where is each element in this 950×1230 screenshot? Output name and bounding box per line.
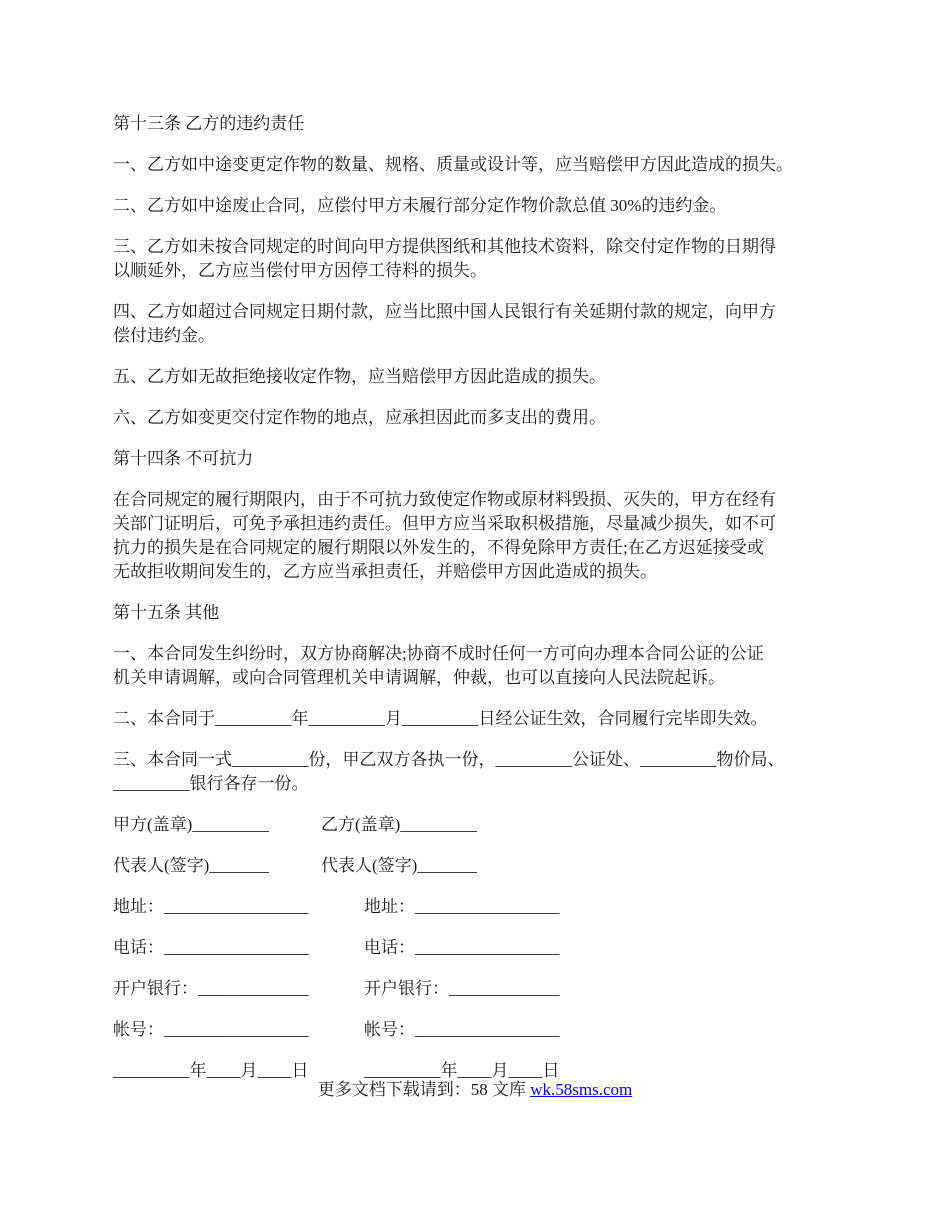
article-15-clause-3: 三、本合同一式_________份，甲乙双方各执一份，_________公证处、_________物价局、 _________银行各存一份。	[113, 750, 785, 793]
party-b-bank-field: 开户银行：_____________	[364, 979, 560, 998]
party-b-seal-field: 乙方(盖章)_________	[321, 815, 477, 834]
party-b-date-field: _________年____月____日	[364, 1061, 560, 1080]
article-13-clause-5: 五、乙方如无故拒绝接收定作物，应当赔偿甲方因此造成的损失。	[113, 367, 606, 386]
party-a-seal-field: 甲方(盖章)_________	[113, 815, 269, 834]
article-13-clause-3: 三、乙方如未按合同规定的时间向甲方提供图纸和其他技术资料，除交付定作物的日期得 以顺延外，乙方应当偿付甲方因停工待料的损失。	[113, 237, 776, 280]
signature-row-account	[113, 1018, 853, 1042]
signature-row-party-seal	[113, 813, 853, 837]
party-a-representative-field: 代表人(签字)_______	[113, 856, 269, 875]
party-a-bank-field: 开户银行：_____________	[113, 979, 309, 998]
article-14-body: 在合同规定的履行期限内，由于不可抗力致使定作物或原材料毁损、灭失的，甲方在经有 关部门证明后，可免予承担违约责任。但甲方应当采取积极措施，尽量减少损失，如不可 抗力的损失是在合同规定的履行期限以外发生的，不得免除甲方责任;在乙方迟延接受或 无故拒收期间发生的，乙方应当承担责任，并赔偿甲方因此造成的损失。	[113, 490, 776, 581]
signature-row-bank	[113, 977, 853, 1001]
party-b-phone-field: 电话：_________________	[364, 938, 560, 957]
article-13-clause-4: 四、乙方如超过合同规定日期付款，应当比照中国人民银行有关延期付款的规定，向甲方 偿付违约金。	[113, 302, 776, 345]
party-a-address-field: 地址：_________________	[113, 897, 309, 916]
party-a-date-field: _________年____月____日	[113, 1061, 309, 1080]
article-14-title: 第十四条 不可抗力	[113, 449, 254, 468]
article-13-clause-2: 二、乙方如中途废止合同，应偿付甲方未履行部分定作物价款总值 30%的违约金。	[113, 196, 727, 215]
download-footer	[0, 1078, 950, 1102]
footer-text: 更多文档下载请到：58 文库	[317, 1080, 531, 1099]
article-13-title: 第十三条 乙方的违约责任	[113, 114, 305, 133]
footer-link[interactable]: wk.58sms.com	[530, 1080, 633, 1099]
article-13-clause-6: 六、乙方如变更交付定作物的地点，应承担因此而多支出的费用。	[113, 408, 606, 427]
party-b-address-field: 地址：_________________	[364, 897, 560, 916]
article-13-clause-1: 一、乙方如中途变更定作物的数量、规格、质量或设计等，应当赔偿甲方因此造成的损失。	[113, 155, 793, 174]
party-a-phone-field: 电话：_________________	[113, 938, 309, 957]
signature-row-phone	[113, 936, 853, 960]
party-a-account-field: 帐号：_________________	[113, 1020, 309, 1039]
article-15-clause-1: 一、本合同发生纠纷时，双方协商解决;协商不成时任何一方可向办理本合同公证的公证 机关申请调解，或向合同管理机关申请调解，仲裁，也可以直接向人民法院起诉。	[113, 644, 764, 687]
party-b-representative-field: 代表人(签字)_______	[321, 856, 477, 875]
article-15-title: 第十五条 其他	[113, 603, 220, 622]
contract-page	[113, 112, 853, 1100]
party-b-account-field: 帐号：_________________	[364, 1020, 560, 1039]
article-15-clause-2: 二、本合同于_________年_________月_________日经公证生效，合同履行完毕即失效。	[113, 709, 768, 728]
signature-row-address	[113, 895, 853, 919]
signature-row-representative	[113, 854, 853, 878]
